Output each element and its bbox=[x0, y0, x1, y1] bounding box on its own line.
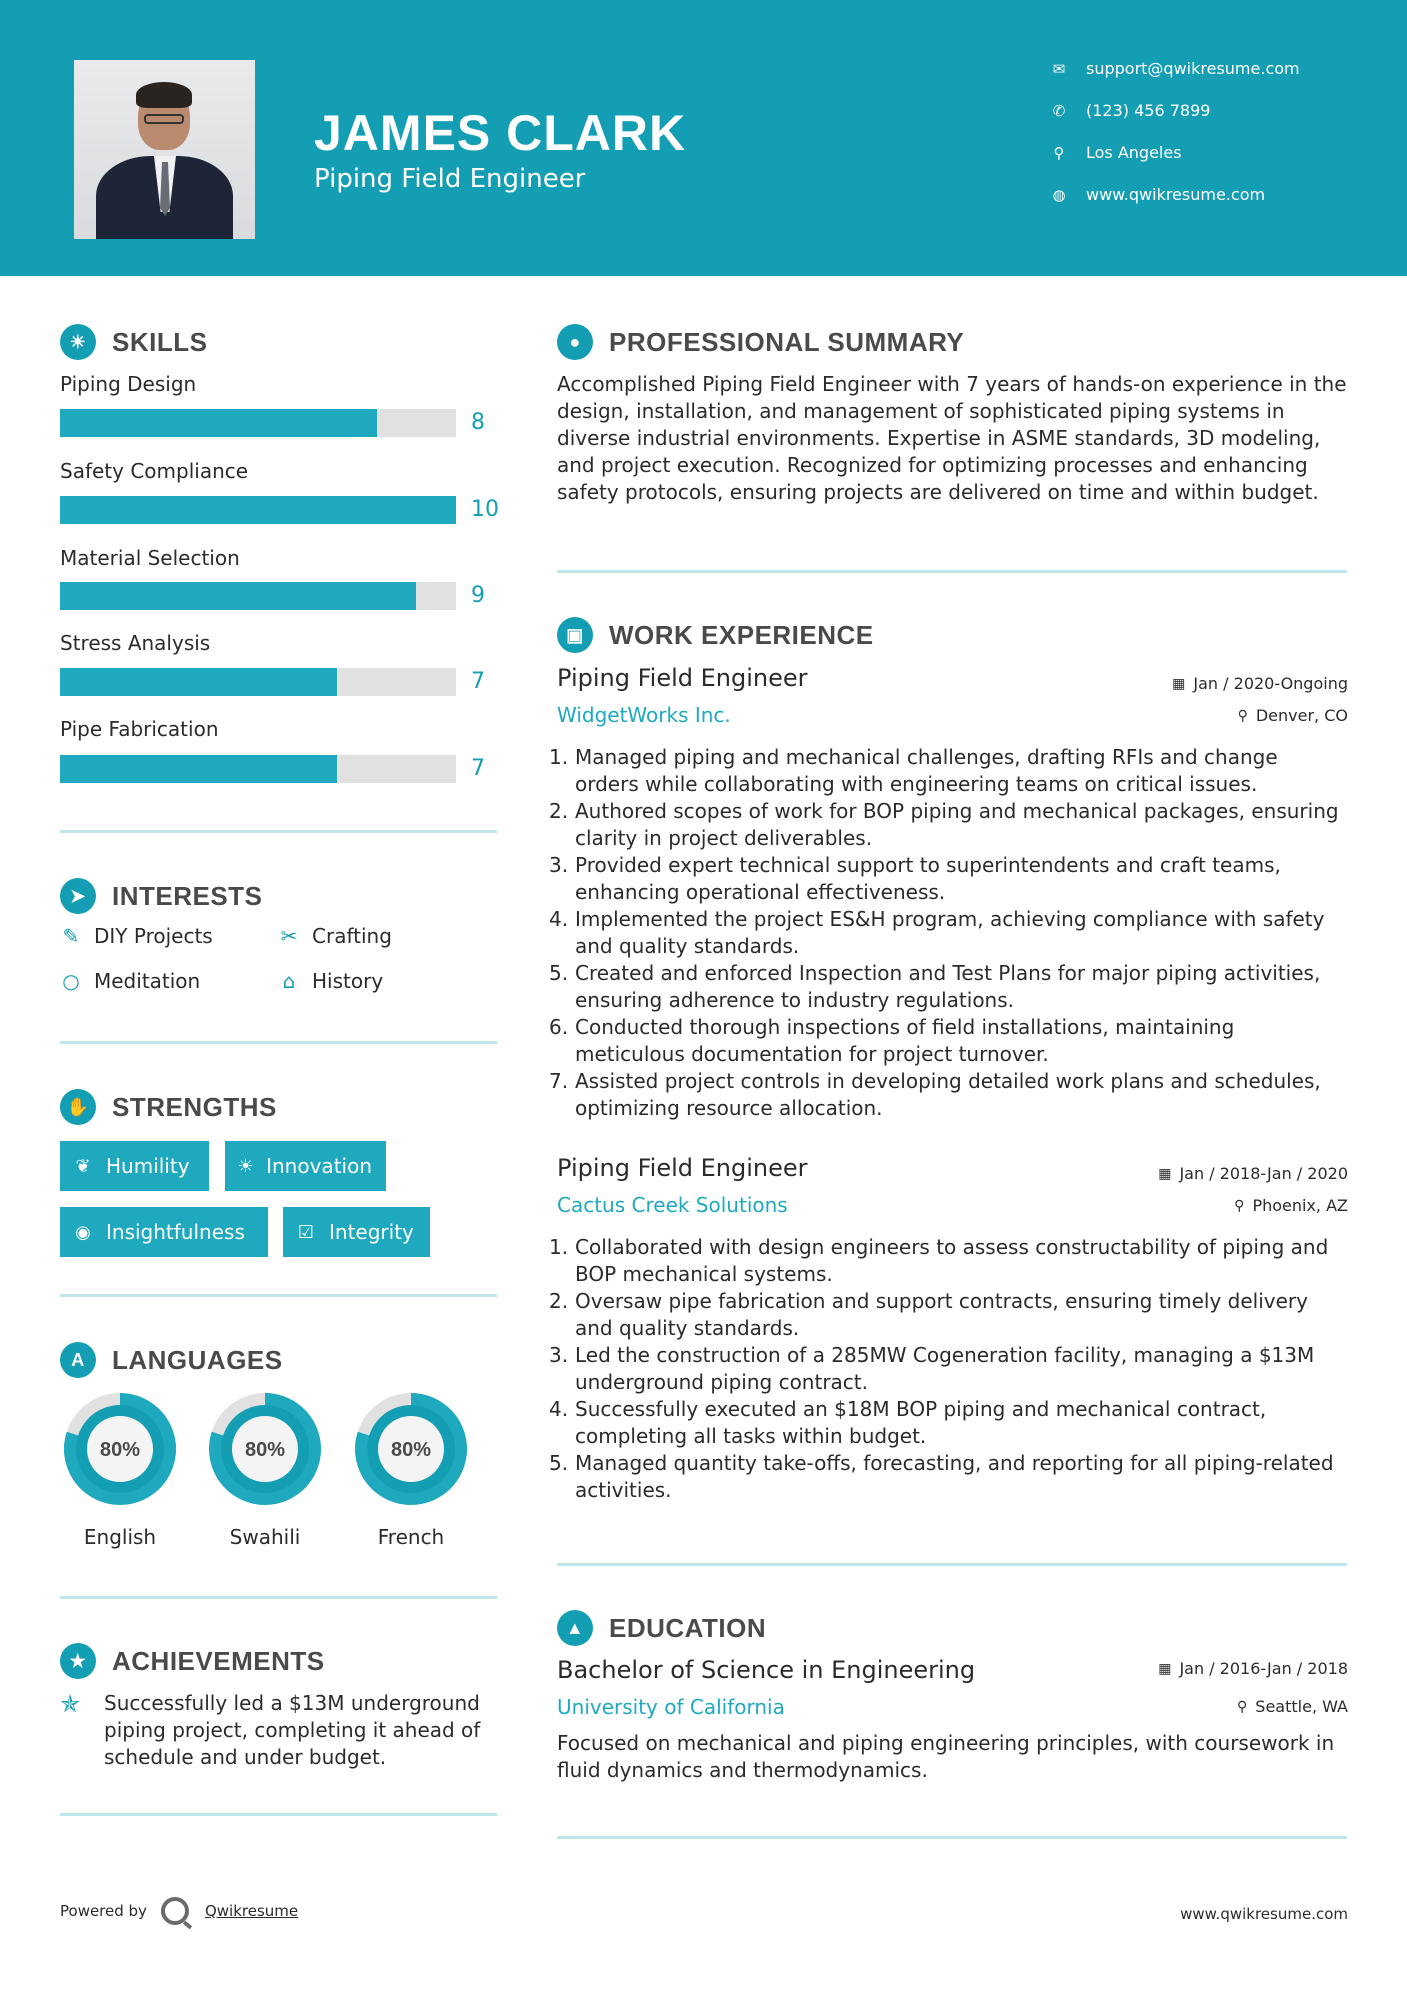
achievement-text: Successfully led a $13M underground piping project, completing it ahead of schedule and under budget. bbox=[104, 1691, 481, 1769]
contact-email-text: support@qwikresume.com bbox=[1086, 59, 1300, 78]
contact-location bbox=[1050, 143, 1182, 162]
pin-icon: ⚲ bbox=[1237, 1698, 1248, 1715]
skill-bar bbox=[60, 755, 456, 783]
job-bullet: 5. Created and enforced Inspection and Test Plans for major piping activities, ensuring adherence to industry regulations. bbox=[549, 961, 1321, 1012]
skill-value: 9 bbox=[471, 583, 485, 608]
profile-photo bbox=[74, 60, 255, 239]
job-title: Piping Field Engineer bbox=[557, 1154, 808, 1182]
interest-item bbox=[278, 969, 383, 993]
language-percent: 80% bbox=[390, 1439, 432, 1461]
section-divider bbox=[60, 1294, 497, 1297]
strength-label: Innovation bbox=[266, 1154, 372, 1178]
strength-label: Integrity bbox=[329, 1220, 414, 1244]
section-divider bbox=[60, 1596, 497, 1599]
skills-heading bbox=[60, 324, 207, 360]
job-bullet: 5. Managed quantity take-offs, forecasting, and reporting for all piping-related activities. bbox=[549, 1451, 1334, 1502]
job-bullet: 3. Provided expert technical support to superintendents and craft teams, enhancing operational effectiveness. bbox=[549, 853, 1281, 904]
education-dates bbox=[1158, 1659, 1348, 1678]
translate-icon: A bbox=[60, 1342, 96, 1378]
skill-value: 10 bbox=[471, 497, 499, 522]
interest-item bbox=[60, 969, 200, 993]
wrench-icon: ✎ bbox=[62, 924, 80, 948]
summary-title: PROFESSIONAL SUMMARY bbox=[609, 326, 965, 357]
resume-header bbox=[0, 0, 1407, 276]
skill-value: 7 bbox=[471, 669, 485, 694]
skills-title: SKILLS bbox=[112, 326, 208, 357]
candidate-role: Piping Field Engineer bbox=[314, 164, 586, 194]
strength-tag bbox=[225, 1141, 386, 1191]
skill-bar-fill bbox=[60, 668, 337, 696]
section-divider bbox=[557, 570, 1347, 573]
school-name: University of California bbox=[557, 1695, 785, 1719]
interest-label: DIY Projects bbox=[94, 924, 213, 948]
strengths-title: STRENGTHS bbox=[112, 1091, 277, 1122]
section-divider bbox=[60, 1041, 497, 1044]
skill-bar bbox=[60, 409, 456, 437]
strength-label: Insightfulness bbox=[106, 1220, 245, 1244]
interest-label: History bbox=[312, 969, 384, 993]
summary-text: Accomplished Piping Field Engineer with 7 years of hands-on experience in the design, installation, and management of sophisticated piping systems in diverse industrial environments. Expertise in ASME standards, 3D modeling, and project execution. Recognized for optimizing processes and enhancing safety protocols, ensuring projects are delivered on time and within budget. bbox=[557, 372, 1347, 504]
skill-label: Safety Compliance bbox=[60, 459, 249, 483]
job-bullet: 4. Successfully executed an $18M BOP piping and mechanical contract, completing all tasks within budget. bbox=[549, 1397, 1267, 1448]
language-label: Swahili bbox=[229, 1525, 301, 1549]
strength-tag bbox=[60, 1207, 268, 1257]
interest-label: Meditation bbox=[94, 969, 201, 993]
location-icon: ⚲ bbox=[1053, 143, 1065, 162]
leaf-icon: ❦ bbox=[75, 1155, 91, 1177]
briefcase-icon: ▣ bbox=[557, 617, 593, 653]
company-name: WidgetWorks Inc. bbox=[557, 703, 731, 727]
interest-item bbox=[60, 924, 213, 948]
skill-label: Stress Analysis bbox=[60, 631, 211, 655]
skill-label: Pipe Fabrication bbox=[60, 717, 219, 741]
achievements-heading bbox=[60, 1643, 325, 1679]
education-dates-text: Jan / 2016-Jan / 2018 bbox=[1179, 1659, 1348, 1678]
education-heading bbox=[557, 1610, 766, 1646]
achievements-title: ACHIEVEMENTS bbox=[112, 1645, 325, 1676]
education-location-text: Seattle, WA bbox=[1255, 1697, 1348, 1716]
contact-email[interactable] bbox=[1050, 59, 1300, 78]
job-dates-text: Jan / 2020-Ongoing bbox=[1193, 674, 1348, 693]
company-name: Cactus Creek Solutions bbox=[557, 1193, 788, 1217]
language-donut bbox=[350, 1388, 472, 1510]
job-title: Piping Field Engineer bbox=[557, 664, 808, 692]
contact-website-text: www.qwikresume.com bbox=[1086, 185, 1266, 204]
user-icon: ● bbox=[557, 324, 593, 360]
skill-bar-fill bbox=[60, 582, 416, 610]
skill-value: 7 bbox=[471, 756, 485, 781]
job-bullets bbox=[549, 1234, 1347, 1504]
star-icon: ✯ bbox=[60, 1690, 81, 1718]
star-icon: ★ bbox=[60, 1643, 96, 1679]
skill-label: Material Selection bbox=[60, 546, 240, 570]
language-percent: 80% bbox=[244, 1439, 286, 1461]
powered-by-text: Powered by bbox=[60, 1902, 147, 1920]
skill-bar-fill bbox=[60, 755, 337, 783]
interest-item bbox=[278, 924, 392, 948]
skill-label: Piping Design bbox=[60, 372, 197, 396]
brand-link[interactable]: Qwikresume bbox=[204, 1902, 299, 1920]
lightbulb-icon: ☀ bbox=[237, 1155, 254, 1177]
language-donut bbox=[204, 1388, 326, 1510]
languages-title: LANGUAGES bbox=[112, 1344, 283, 1375]
skill-bar bbox=[60, 496, 456, 524]
pin-icon: ⚲ bbox=[1237, 707, 1248, 724]
calendar-icon: ▦ bbox=[1158, 1660, 1172, 1677]
candidate-name: JAMES CLARK bbox=[314, 105, 687, 161]
contact-website[interactable] bbox=[1050, 185, 1265, 204]
job-bullet: 2. Authored scopes of work for BOP piping and mechanical packages, ensuring clarity in project deliverables. bbox=[549, 799, 1339, 850]
education-description: Focused on mechanical and piping engineering principles, with coursework in fluid dynamics and thermodynamics. bbox=[557, 1731, 1335, 1782]
strength-tag bbox=[283, 1207, 430, 1257]
interest-label: Crafting bbox=[312, 924, 392, 948]
language-percent: 80% bbox=[99, 1439, 141, 1461]
paper-plane-icon: ➤ bbox=[60, 878, 96, 914]
job-dates bbox=[1172, 674, 1348, 693]
education-title: EDUCATION bbox=[609, 1612, 767, 1643]
skill-bar-fill bbox=[60, 409, 377, 437]
graduation-icon: ▲ bbox=[557, 1610, 593, 1646]
skill-value: 8 bbox=[471, 410, 485, 435]
hand-icon: ✋ bbox=[60, 1089, 96, 1125]
scissors-icon: ✂ bbox=[280, 924, 298, 948]
circle-icon: ○ bbox=[62, 969, 80, 993]
footer-website[interactable]: www.qwikresume.com bbox=[1180, 1905, 1348, 1923]
job-location bbox=[1234, 1196, 1348, 1215]
section-divider bbox=[60, 1813, 497, 1816]
language-label: English bbox=[83, 1525, 157, 1549]
section-divider bbox=[60, 830, 497, 833]
job-bullet: 6. Conducted thorough inspections of field installations, maintaining meticulous documentation for project turnover. bbox=[549, 1015, 1235, 1066]
footer-powered-by bbox=[60, 1897, 298, 1925]
eye-icon: ◉ bbox=[75, 1221, 91, 1243]
job-bullet: 1. Managed piping and mechanical challenges, drafting RFIs and change orders while collaborating with engineering teams on critical issues. bbox=[549, 745, 1278, 796]
job-bullet: 7. Assisted project controls in developing detailed work plans and schedules, optimizing resource allocation. bbox=[549, 1069, 1321, 1120]
contact-phone-text: (123) 456 7899 bbox=[1086, 101, 1211, 120]
contact-phone[interactable] bbox=[1050, 101, 1210, 120]
language-label: French bbox=[377, 1525, 445, 1549]
job-dates bbox=[1158, 1164, 1348, 1183]
contact-location-text: Los Angeles bbox=[1086, 143, 1182, 162]
strength-tag bbox=[60, 1141, 209, 1191]
language-donut bbox=[59, 1388, 181, 1510]
experience-heading bbox=[557, 617, 874, 653]
phone-icon: ✆ bbox=[1052, 101, 1066, 120]
section-divider bbox=[557, 1836, 1347, 1839]
check-square-icon: ☑ bbox=[297, 1221, 315, 1243]
globe-icon: ◍ bbox=[1052, 185, 1066, 204]
skill-bar-fill bbox=[60, 496, 456, 524]
calendar-icon: ▦ bbox=[1172, 675, 1186, 692]
skill-bar bbox=[60, 582, 456, 610]
job-bullet: 1. Collaborated with design engineers to assess constructability of piping and BOP mechanical systems. bbox=[549, 1235, 1329, 1286]
interests-heading bbox=[60, 878, 262, 914]
envelope-icon: ✉ bbox=[1052, 59, 1066, 78]
pin-icon: ⚲ bbox=[1234, 1197, 1245, 1214]
experience-title: WORK EXPERIENCE bbox=[609, 619, 874, 650]
strengths-heading bbox=[60, 1089, 277, 1125]
section-divider bbox=[557, 1563, 1347, 1566]
education-location bbox=[1237, 1697, 1348, 1716]
museum-icon: ⌂ bbox=[282, 969, 296, 993]
job-bullet: 4. Implemented the project ES&H program, achieving compliance with safety and quality standards. bbox=[549, 907, 1325, 958]
job-bullet: 3. Led the construction of a 285MW Cogeneration facility, managing a $13M underground piping contract. bbox=[549, 1343, 1315, 1394]
job-location-text: Denver, CO bbox=[1255, 706, 1348, 725]
job-dates-text: Jan / 2018-Jan / 2020 bbox=[1179, 1164, 1348, 1183]
calendar-icon: ▦ bbox=[1158, 1165, 1172, 1182]
interests-title: INTERESTS bbox=[112, 880, 263, 911]
lightbulb-icon: ☀ bbox=[60, 324, 96, 360]
degree-title: Bachelor of Science in Engineering bbox=[557, 1656, 976, 1684]
languages-heading bbox=[60, 1342, 283, 1378]
skill-bar bbox=[60, 668, 456, 696]
qwikresume-logo-icon bbox=[161, 1897, 189, 1925]
job-location bbox=[1238, 706, 1348, 725]
job-bullets bbox=[549, 744, 1347, 1122]
strength-label: Humility bbox=[106, 1154, 190, 1178]
job-bullet: 2. Oversaw pipe fabrication and support contracts, ensuring timely delivery and quality standards. bbox=[549, 1289, 1308, 1340]
summary-heading bbox=[557, 324, 964, 360]
job-location-text: Phoenix, AZ bbox=[1252, 1196, 1348, 1215]
